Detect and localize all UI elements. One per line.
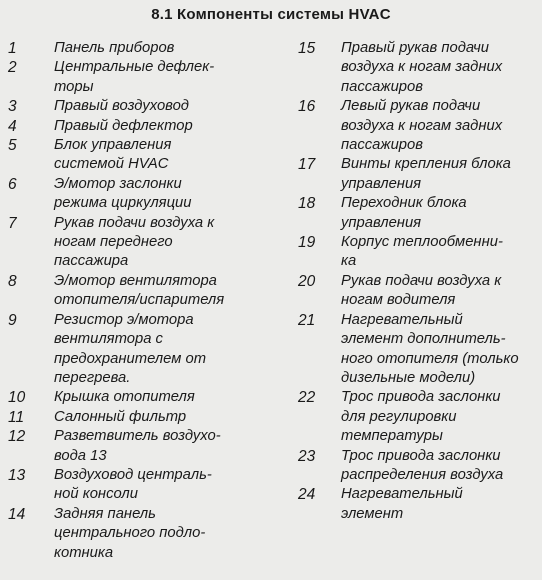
- list-item: [8, 408, 288, 427]
- item-text-line: вода 13: [54, 447, 107, 464]
- item-text-line: воздуха к ногам задних: [341, 59, 503, 76]
- item-text-line: Задняя панель: [54, 505, 156, 522]
- list-item: [296, 272, 538, 311]
- item-text-line: Центральные дефлек-: [54, 59, 215, 76]
- item-number: 17: [298, 156, 316, 174]
- item-text-line: пассажиров: [341, 137, 423, 154]
- item-text-line: ного отопителя (только: [341, 350, 519, 367]
- item-text-line: Салонный фильтр: [54, 408, 187, 425]
- list-item: [296, 447, 538, 486]
- item-text-line: Переходник блока: [341, 195, 467, 212]
- item-text-line: управления: [341, 214, 422, 231]
- list-item: [296, 233, 538, 272]
- item-number: 21: [298, 311, 316, 329]
- item-text-line: Правый рукав подачи: [341, 40, 489, 56]
- item-text-line: вентилятора с: [54, 331, 163, 348]
- item-text-line: Левый рукав подачи: [341, 98, 481, 115]
- item-text-line: элемент: [341, 505, 404, 522]
- list-item: [8, 466, 288, 505]
- item-number: 14: [8, 505, 26, 523]
- item-number: 11: [8, 408, 25, 426]
- item-text-line: Правый дефлектор: [54, 117, 193, 134]
- item-number: 18: [298, 195, 316, 213]
- item-text-line: Нагревательный: [341, 311, 463, 328]
- list-item: [296, 388, 538, 446]
- item-text-line: дизельные модели): [341, 369, 476, 386]
- list-item: [8, 136, 288, 175]
- item-number: 3: [8, 98, 17, 116]
- item-text-line: Корпус теплообменни-: [341, 234, 503, 251]
- item-text-line: котника: [54, 544, 114, 561]
- item-text-line: системой HVAC: [54, 156, 169, 173]
- item-text-line: предохранителем от: [54, 350, 207, 367]
- item-text-line: ной консоли: [54, 486, 138, 503]
- item-number: 19: [298, 234, 316, 252]
- list-item: [296, 39, 538, 97]
- item-text-line: режима циркуляции: [54, 195, 192, 212]
- item-text-line: пассажиров: [341, 78, 423, 95]
- list-item: [8, 97, 288, 116]
- list-item: [296, 194, 538, 233]
- item-number: 6: [8, 175, 17, 193]
- item-text-line: ногам переднего: [54, 234, 173, 251]
- item-number: 23: [298, 447, 316, 465]
- section-title: 8.1 Компоненты системы HVAC: [151, 6, 391, 23]
- item-text-line: распределения воздуха: [341, 466, 504, 483]
- list-item: [8, 427, 288, 466]
- item-text-line: Разветвитель воздухо-: [54, 428, 221, 445]
- item-text-line: элемент дополнитель-: [341, 331, 506, 348]
- list-item: [8, 505, 288, 563]
- item-text-line: ка: [341, 253, 357, 270]
- left-column: [8, 39, 288, 563]
- list-item: [8, 39, 288, 58]
- list-item: [296, 485, 538, 524]
- item-number: 9: [8, 311, 17, 329]
- item-text-line: Рукав подачи воздуха к: [54, 214, 215, 231]
- item-text-line: Рукав подачи воздуха к: [341, 272, 502, 289]
- item-text-line: Резистор э/мотора: [54, 311, 194, 328]
- list-item: [296, 97, 538, 155]
- list-item: [296, 311, 538, 389]
- item-text-line: Трос привода заслонки: [341, 389, 501, 406]
- list-item: [8, 117, 288, 136]
- item-number: 12: [8, 428, 26, 446]
- list-item: [8, 311, 288, 389]
- list-item: [8, 214, 288, 272]
- list-item: [8, 58, 288, 97]
- item-number: 10: [8, 389, 26, 407]
- list-item: [8, 388, 288, 407]
- item-text-line: Э/мотор заслонки: [54, 175, 182, 192]
- item-number: 24: [298, 486, 316, 504]
- item-text-line: центрального подло-: [54, 525, 206, 542]
- item-number: 4: [8, 117, 17, 135]
- item-text-line: Панель приборов: [54, 40, 175, 56]
- item-number: 2: [8, 59, 17, 77]
- item-text-line: отопителя/испарителя: [54, 292, 225, 309]
- item-text-line: торы: [54, 78, 94, 95]
- item-text-line: воздуха к ногам задних: [341, 117, 503, 134]
- right-column: [296, 39, 538, 524]
- item-text-line: Э/мотор вентилятора: [54, 272, 217, 289]
- item-text-line: температуры: [341, 428, 443, 445]
- item-text-line: Крышка отопителя: [54, 389, 195, 406]
- list-item: [8, 175, 288, 214]
- item-number: 15: [298, 40, 316, 57]
- item-number: 13: [8, 466, 26, 484]
- item-number: 5: [8, 137, 17, 155]
- item-text-line: ногам водителя: [341, 292, 456, 309]
- item-text-line: Блок управления: [54, 137, 172, 154]
- item-text-line: для регулировки: [341, 408, 457, 425]
- item-number: 16: [298, 98, 316, 116]
- item-number: 8: [8, 272, 17, 290]
- item-text-line: Нагревательный: [341, 486, 463, 503]
- item-number: 22: [298, 389, 316, 407]
- item-number: 7: [8, 214, 17, 232]
- item-text-line: управления: [341, 175, 422, 192]
- list-item: [8, 272, 288, 311]
- list-item: [296, 155, 538, 194]
- item-text-line: Винты крепления блока: [341, 156, 511, 173]
- item-text-line: Воздуховод централь-: [54, 466, 212, 483]
- item-text-line: Трос привода заслонки: [341, 447, 501, 464]
- item-number: 20: [298, 272, 316, 290]
- item-text-line: перегрева.: [54, 369, 131, 386]
- item-text-line: Правый воздуховод: [54, 98, 189, 115]
- item-number: 1: [8, 40, 17, 57]
- item-text-line: пассажира: [54, 253, 129, 270]
